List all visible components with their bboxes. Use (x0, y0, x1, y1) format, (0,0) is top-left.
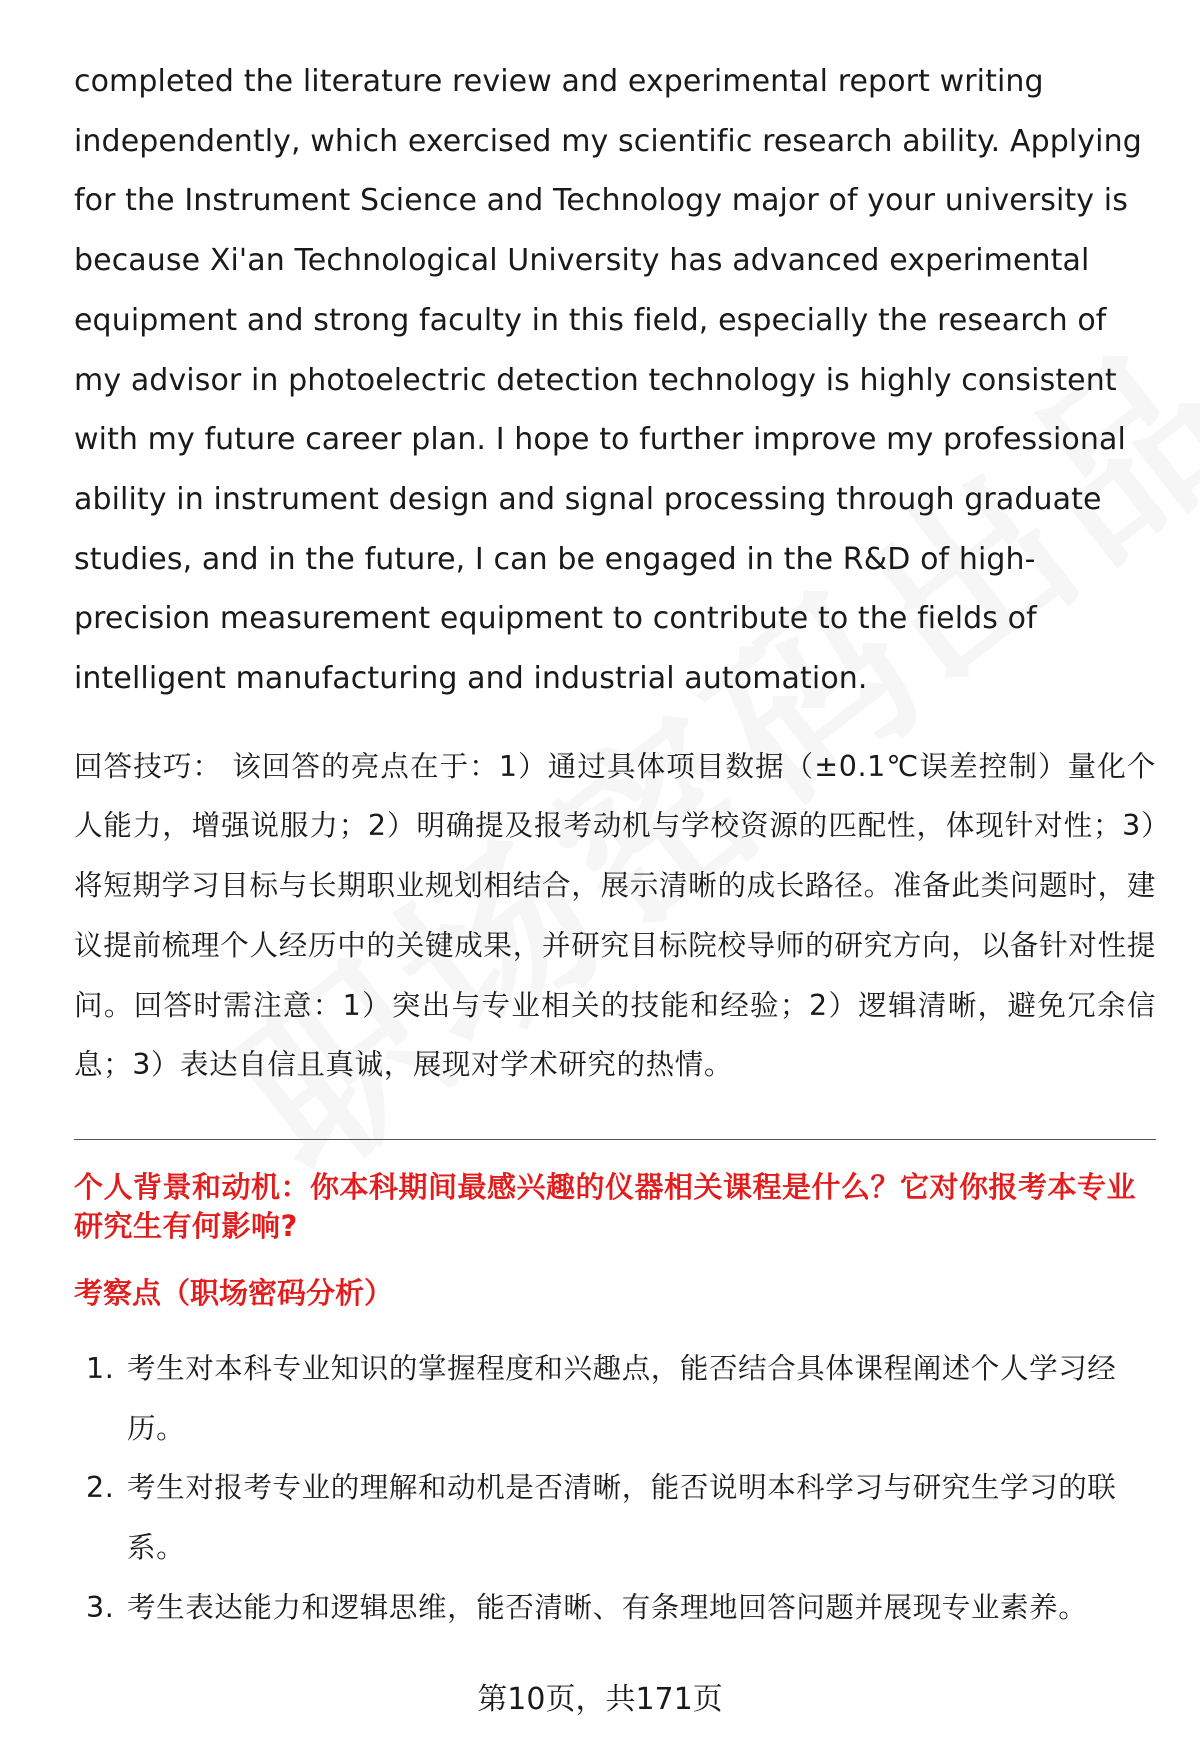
list-item-number: 2. (86, 1471, 115, 1505)
list-item (74, 1339, 1156, 1458)
list-item (74, 1578, 1156, 1638)
list-item-number: 1. (86, 1351, 115, 1385)
list-item-text: 考生表达能力和逻辑思维，能否清晰、有条理地回答问题并展现专业素养。 (127, 1590, 1088, 1624)
answer-english-paragraph: completed the literature review and experimental report writing independently, which exercised my scientific research ability. Applying for the Instrument Science and Technology major of your university is because Xi'an Technological University has advanced experimental equipment and strong faculty in this field, especially the research of my advisor in photoelectric detection technology is highly consistent with my future career plan. I hope to further improve my professional ability in instrument design and signal processing through graduate studies, and in the future, I can be engaged in the R&D of high-precision measurement equipment to contribute to the fields of intelligent manufacturing and industrial automation. (74, 64, 1142, 697)
question-heading: 个人背景和动机：你本科期间最感兴趣的仪器相关课程是什么？它对你报考本专业研究生有何影响? (74, 1169, 1137, 1243)
page-number-footer: 第10页，共171页 (477, 1682, 723, 1717)
list-item (74, 1458, 1156, 1577)
list-item-number: 3. (86, 1590, 115, 1624)
list-item-text: 考生对本科专业知识的掌握程度和兴趣点，能否结合具体课程阐述个人学习经历。 (127, 1351, 1117, 1445)
analysis-heading: 考察点（职场密码分析） (74, 1275, 394, 1310)
section-divider (74, 1139, 1156, 1140)
analysis-points-list (74, 1339, 1156, 1638)
list-item-text: 考生对报考专业的理解和动机是否清晰，能否说明本科学习与研究生学习的联系。 (127, 1471, 1117, 1565)
document-page (74, 52, 1156, 1637)
answer-tips-paragraph: 回答技巧： 该回答的亮点在于：1）通过具体项目数据（±0.1℃误差控制）量化个人能力，增强说服力；2）明确提及报考动机与学校资源的匹配性，体现针对性；3）将短期学习目标与长期职业规划相结合，展示清晰的成长路径。准备此类问题时，建议提前梳理个人经历中的关键成果，并研究目标院校导师的研究方向，以备针对性提问。回答时需注意：1）突出与专业相关的技能和经验；2）逻辑清晰，避免冗余信息；3）表达自信且真诚，展现对学术研究的热情。 (74, 749, 1156, 1082)
